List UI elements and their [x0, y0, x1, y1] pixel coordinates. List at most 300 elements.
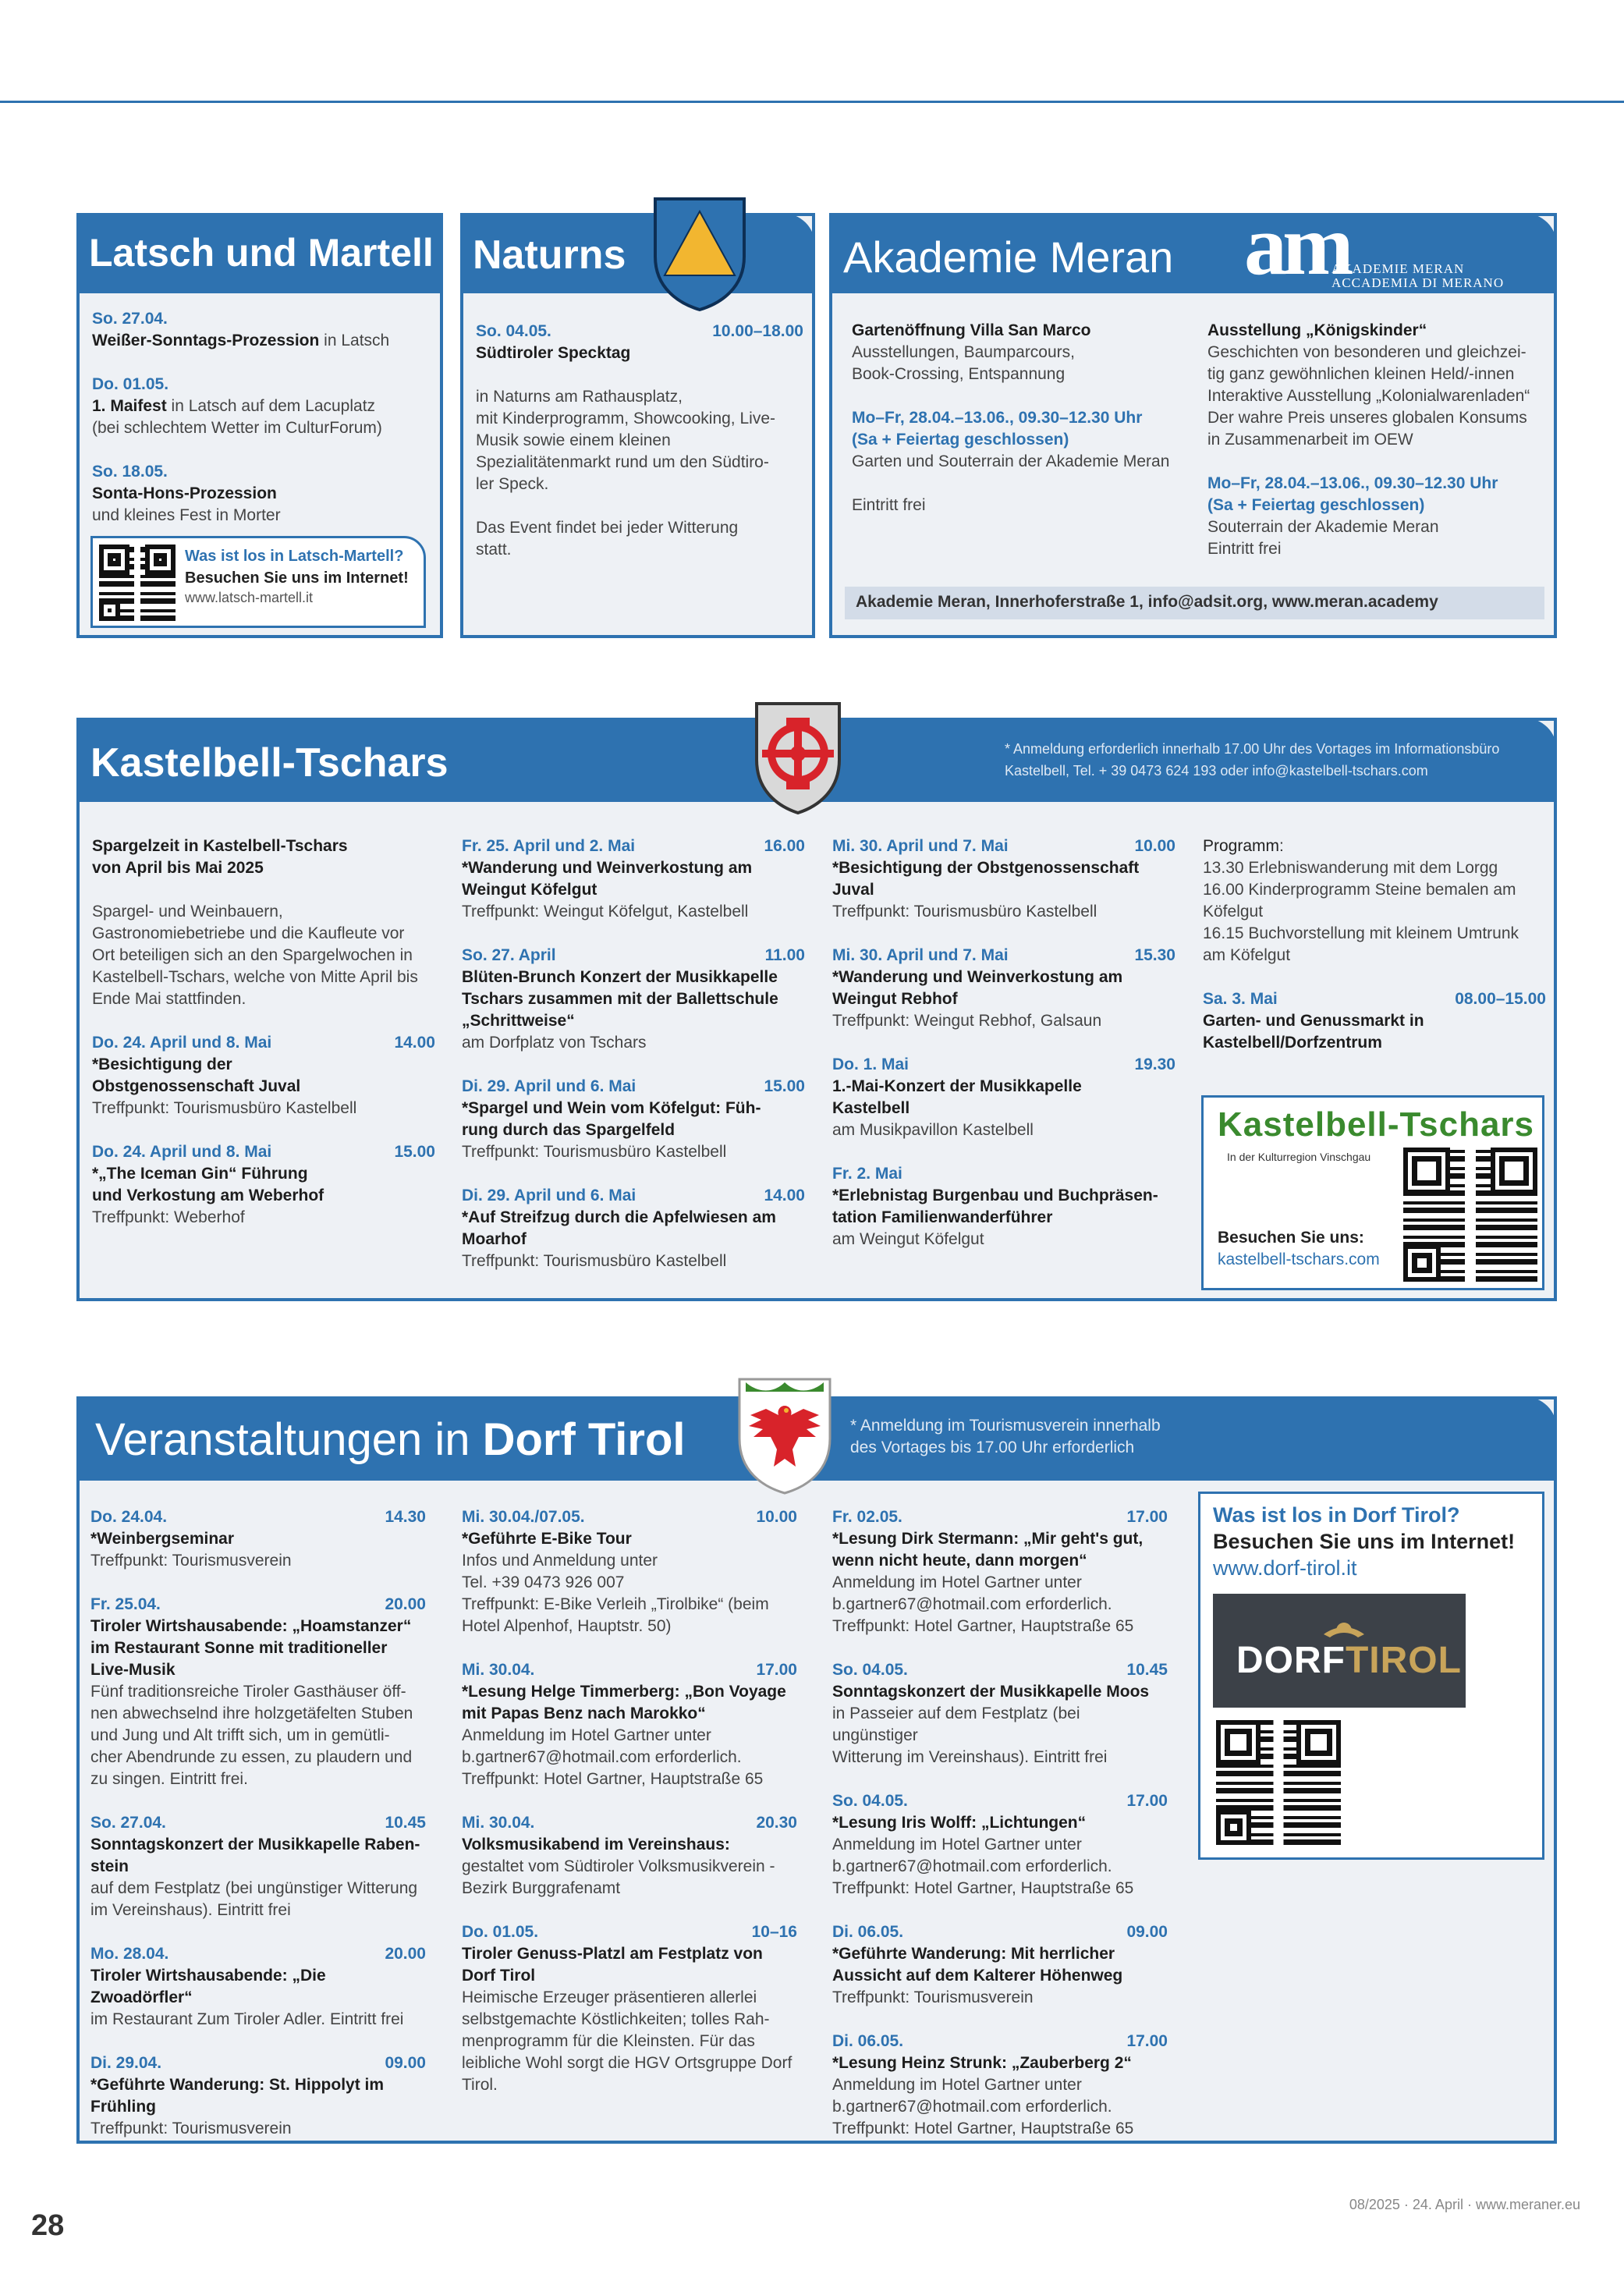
kastelbell-c2-date-row	[462, 835, 805, 857]
dorf-tirol-c3-text: Treffpunkt: Hotel Gartner, Hauptstraße 65	[832, 2120, 1134, 2137]
dorf-tirol-c1-event	[90, 1943, 426, 2031]
dorf-tirol-logo-a: DORF	[1236, 1640, 1346, 1681]
dorf-tirol-c1-title: *Weinbergseminar	[90, 1530, 235, 1548]
akademie-left-desc	[852, 342, 1195, 385]
kastelbell-c3-text: Treffpunkt: Tourismusbüro Kastelbell	[832, 903, 1097, 921]
kastelbell-intro-title	[92, 835, 435, 879]
dorf-tirol-c3-text: in Passeier auf dem Festplatz (bei ungünstiger	[832, 1705, 1080, 1744]
dorf-tirol-c1-title: Tiroler Wirtshausabende: „Hoamstanzer“	[90, 1617, 412, 1635]
dorf-tirol-c3-event	[832, 1659, 1168, 1768]
dorf-tirol-note	[850, 1415, 1318, 1459]
kastelbell-c2-text: Treffpunkt: Tourismusbüro Kastelbell	[462, 1252, 727, 1270]
kastelbell-c2-title: rung durch das Spargelfeld	[462, 1121, 675, 1139]
kastelbell-note	[1005, 738, 1551, 782]
akademie-logo-line1: AKADEMIE MERAN	[1331, 261, 1465, 276]
kastelbell-c3-title: Kastelbell	[832, 1099, 910, 1117]
dorf-tirol-c2-date: Mi. 30.04.	[462, 1814, 535, 1832]
kastelbell-c2-event	[462, 835, 805, 923]
akademie-right-desc-line: tig ganz gewöhnlichen kleinen Held/-innen	[1207, 365, 1515, 383]
kastelbell-c3-title: Weingut Rebhof	[832, 990, 958, 1008]
dorf-tirol-c2-date-row	[462, 1812, 797, 1834]
latsch-martell-promo[interactable]	[90, 536, 426, 628]
dorf-tirol-c2-date-row	[462, 1659, 797, 1681]
dorf-tirol-c2-event	[462, 1921, 797, 2096]
akademie-right-time-line: Mo–Fr, 28.04.–13.06., 09.30–12.30 Uhr	[1207, 474, 1498, 492]
dorf-tirol-c2-title: Volksmusikabend im Vereinshaus:	[462, 1836, 730, 1854]
dorf-tirol-c3-date: Di. 06.05.	[832, 2032, 904, 2050]
akademie-left-event	[852, 320, 1195, 516]
dorf-tirol-c2-text: Tel. +39 0473 926 007	[462, 1573, 625, 1591]
dorf-tirol-note-line: * Anmeldung im Tourismusverein innerhalb	[850, 1417, 1161, 1435]
kastelbell-c1-event	[92, 1032, 435, 1119]
dorf-tirol-c1-text: zu singen. Eintritt frei.	[90, 1770, 248, 1788]
dorf-tirol-c3-title: Aussicht auf dem Kalterer Höhenweg	[832, 1967, 1123, 1985]
kastelbell-c2-time: 16.00	[764, 837, 805, 855]
kastelbell-intro-text-line: Ort beteiligen sich an den Spargelwochen in	[92, 946, 413, 964]
naturns-box	[460, 213, 815, 638]
kastelbell-c3-date: Do. 1. Mai	[832, 1055, 910, 1073]
kastelbell-sa-title	[1203, 1010, 1546, 1054]
kastelbell-c1-title: *Besichtigung der	[92, 1055, 232, 1073]
kastelbell-c2-time: 14.00	[764, 1187, 805, 1204]
dorf-tirol-col2	[462, 1506, 797, 2118]
dorf-tirol-logo-text	[1236, 1639, 1462, 1682]
dorf-tirol-logo-hat-icon	[1321, 1617, 1367, 1639]
kastelbell-c3-title: *Wanderung und Weinverkostung am	[832, 968, 1123, 986]
latsch-event-date: Do. 01.05.	[92, 375, 169, 393]
kastelbell-c2-date: So. 27. April	[462, 946, 556, 964]
kastelbell-c3-date: Fr. 2. Mai	[832, 1165, 902, 1183]
kastelbell-c2-date: Di. 29. April und 6. Mai	[462, 1187, 636, 1204]
dorf-tirol-c2-text: Tirol.	[462, 2076, 498, 2094]
kastelbell-promo-sub: In der Kulturregion Vinschgau	[1227, 1151, 1371, 1163]
kastelbell-c1-text: Treffpunkt: Weberhof	[92, 1208, 245, 1226]
dorf-tirol-c2-text: Treffpunkt: E-Bike Verleih „Tirolbike“ (beim	[462, 1595, 769, 1613]
kastelbell-col3	[832, 835, 1175, 1272]
dorf-tirol-note-line: des Vortages bis 17.00 Uhr erforderlich	[850, 1438, 1135, 1456]
latsch-event-line	[92, 396, 435, 417]
kastelbell-programm-line: 16.00 Kinderprogramm Steine bemalen am	[1203, 881, 1516, 899]
dorf-tirol-title-bold: Dorf Tirol	[482, 1414, 686, 1465]
kastelbell-c3-event	[832, 1163, 1175, 1250]
kastelbell-c2-title: Tschars zusammen mit der Ballettschule	[462, 990, 778, 1008]
kastelbell-c1-title: Obstgenossenschaft Juval	[92, 1077, 301, 1095]
kastelbell-c2-event	[462, 1076, 805, 1163]
latsch-event-rest: in Latsch	[319, 332, 390, 349]
akademie-right-desc	[1207, 342, 1551, 451]
dorf-tirol-eagle-crest-icon	[735, 1375, 835, 1496]
dorf-tirol-c1-text: Treffpunkt: Tourismusverein	[90, 2120, 292, 2137]
dorf-tirol-c3-date: Di. 06.05.	[832, 1923, 904, 1941]
akademie-left-fee: Eintritt frei	[852, 496, 926, 514]
dorf-tirol-promo-question: Was ist los in Dorf Tirol?	[1213, 1503, 1460, 1527]
dorf-tirol-box	[76, 1396, 1557, 2144]
kastelbell-programm-row: Programm:	[1203, 837, 1284, 855]
dorf-tirol-c2-text: menprogramm für die Kleinsten. Für das	[462, 2032, 755, 2050]
dorf-tirol-c3-text: Anmeldung im Hotel Gartner unter	[832, 2076, 1082, 2094]
dorf-tirol-c1-text: cher Abendrunde zu essen, zu plaudern und	[90, 1748, 413, 1766]
akademie-meran-box	[829, 197, 1557, 638]
dorf-tirol-c2-event	[462, 1659, 797, 1790]
dorf-tirol-c3-event	[832, 2031, 1168, 2140]
dorf-tirol-c2-title: mit Papas Benz nach Marokko“	[462, 1705, 706, 1722]
latsch-event-date: So. 27.04.	[92, 310, 168, 328]
kastelbell-c3-event	[832, 1054, 1175, 1141]
dorf-tirol-c2-title: Dorf Tirol	[462, 1967, 536, 1985]
dorf-tirol-c2-text: Infos und Anmeldung unter	[462, 1552, 658, 1570]
dorf-tirol-c1-time: 20.00	[385, 1595, 426, 1613]
kastelbell-c1-title: und Verkostung am Weberhof	[92, 1187, 324, 1204]
naturns-note-line: statt.	[476, 541, 512, 559]
akademie-right-time-line: (Sa + Feiertag geschlossen)	[1207, 496, 1425, 514]
dorf-tirol-c3-time: 17.00	[1126, 1792, 1168, 1810]
kastelbell-c3-title: *Besichtigung der Obstgenossenschaft	[832, 859, 1140, 877]
naturns-desc-line: Spezialitätenmarkt rund um den Südtiro-	[476, 453, 769, 471]
kastelbell-box	[76, 718, 1557, 1301]
dorf-tirol-c1-text: auf dem Festplatz (bei ungünstiger Witterung	[90, 1879, 418, 1897]
latsch-event	[92, 461, 435, 527]
dorf-tirol-c3-title: *Lesung Iris Wolff: „Lichtungen“	[832, 1814, 1087, 1832]
akademie-right-place: Souterrain der Akademie Meran	[1207, 518, 1439, 536]
kastelbell-intro-text-line: Gastronomiebetriebe und die Kaufleute vor	[92, 924, 405, 942]
kastelbell-c3-title: 1.-Mai-Konzert der Musikkapelle	[832, 1077, 1082, 1095]
naturns-coat-of-arms-icon	[651, 194, 749, 313]
kastelbell-c1-text: Treffpunkt: Tourismusbüro Kastelbell	[92, 1099, 357, 1117]
kastelbell-c2-event	[462, 1185, 805, 1272]
dorf-tirol-c3-date: So. 04.05.	[832, 1661, 908, 1679]
latsch-event-title: Sonta-Hons-Prozession	[92, 484, 277, 502]
dorf-tirol-c3-time: 09.00	[1126, 1923, 1168, 1941]
dorf-tirol-c2-time: 20.30	[756, 1814, 797, 1832]
kastelbell-col1	[92, 835, 435, 1250]
akademie-left-desc-line: Book-Crossing, Entspannung	[852, 365, 1066, 383]
latsch-martell-header	[76, 213, 443, 293]
kastelbell-c2-date: Fr. 25. April und 2. Mai	[462, 837, 636, 855]
akademie-left-time-line: (Sa + Feiertag geschlossen)	[852, 431, 1069, 449]
dorf-tirol-c2-date-row	[462, 1921, 797, 1943]
kastelbell-c3-title: tation Familienwanderführer	[832, 1208, 1053, 1226]
kastelbell-c3-title: Juval	[832, 881, 874, 899]
akademie-meran-header	[829, 197, 1557, 293]
kastelbell-programm-line: Köfelgut	[1203, 903, 1264, 921]
akademie-right-fee: Eintritt frei	[1207, 540, 1282, 558]
dorf-tirol-c1-title: stein	[90, 1857, 129, 1875]
dorf-tirol-c1-date: So. 27.04.	[90, 1814, 166, 1832]
dorf-tirol-c2-date: Do. 01.05.	[462, 1923, 539, 1941]
dorf-tirol-c1-title: Sonntagskonzert der Musikkapelle Raben-	[90, 1836, 420, 1854]
akademie-left-place: Garten und Souterrain der Akademie Meran	[852, 452, 1170, 470]
kastelbell-c2-title: *Spargel und Wein vom Köfelgut: Füh-	[462, 1099, 761, 1117]
kastelbell-c2-text: Treffpunkt: Tourismusbüro Kastelbell	[462, 1143, 727, 1161]
dorf-tirol-c3-date-row	[832, 1506, 1168, 1528]
kastelbell-c3-event	[832, 945, 1175, 1032]
akademie-left-time	[852, 407, 1195, 451]
dorf-tirol-promo-url[interactable]: www.dorf-tirol.it	[1213, 1556, 1357, 1580]
dorf-tirol-col1	[90, 1506, 426, 2162]
kastelbell-c2-event	[462, 945, 805, 1054]
latsch-martell-title: Latsch und Martell	[89, 231, 434, 275]
dorf-tirol-c3-text: b.gartner67@hotmail.com erforderlich.	[832, 1857, 1112, 1875]
akademie-right-desc-line: in Zusammenarbeit im OEW	[1207, 431, 1413, 449]
dorf-tirol-c2-text: Treffpunkt: Hotel Gartner, Hauptstraße 65	[462, 1770, 764, 1788]
akademie-right-title: Ausstellung „Königskinder“	[1207, 321, 1427, 339]
dorf-tirol-c1-date-row	[90, 1594, 426, 1616]
dorf-tirol-c3-time: 17.00	[1126, 1508, 1168, 1526]
kastelbell-c2-date-row	[462, 945, 805, 967]
latsch-martell-box	[76, 213, 443, 638]
dorf-tirol-c1-title: Frühling	[90, 2098, 156, 2116]
kastelbell-programm-line: 13.30 Erlebniswanderung mit dem Lorgg	[1203, 859, 1498, 877]
kastelbell-qr-code[interactable]	[1403, 1148, 1537, 1282]
akademie-left-title: Gartenöffnung Villa San Marco	[852, 321, 1091, 339]
dorf-tirol-c3-date-row	[832, 1659, 1168, 1681]
kastelbell-c2-title: *Auf Streifzug durch die Apfelwiesen am	[462, 1208, 776, 1226]
kastelbell-c2-title: *Wanderung und Weinverkostung am	[462, 859, 753, 877]
dorf-tirol-c1-title: Live-Musik	[90, 1661, 176, 1679]
dorf-tirol-logo	[1213, 1594, 1466, 1708]
dorf-tirol-c3-title: Sonntagskonzert der Musikkapelle Moos	[832, 1683, 1150, 1701]
latsch-event-line2: (bei schlechtem Wetter im CulturForum)	[92, 419, 382, 437]
kastelbell-title: Kastelbell-Tschars	[90, 740, 449, 786]
naturns-desc-line: mit Kinderprogramm, Showcooking, Live-	[476, 410, 775, 427]
naturns-date: So. 04.05.	[476, 322, 551, 340]
naturns-desc-line: Musik sowie einem kleinen	[476, 431, 671, 449]
kastelbell-c1-title: *„The Iceman Gin“ Führung	[92, 1165, 308, 1183]
dorf-tirol-c2-date: Mi. 30.04.	[462, 1661, 535, 1679]
dorf-tirol-qr-code[interactable]	[1216, 1720, 1341, 1845]
akademie-right-desc-line: Interaktive Ausstellung „Kolonialwarenladen“	[1207, 387, 1530, 405]
kastelbell-programm-line: 16.15 Buchvorstellung mit kleinem Umtrunk	[1203, 924, 1519, 942]
dorf-tirol-c1-event	[90, 1594, 426, 1790]
akademie-left-desc-line: Ausstellungen, Baumparcours,	[852, 343, 1075, 361]
dorf-tirol-c1-time: 10.45	[385, 1814, 426, 1832]
dorf-tirol-promo[interactable]	[1198, 1492, 1544, 1860]
naturns-title: Naturns	[473, 232, 626, 278]
kastelbell-sa-title-line: Garten- und Genussmarkt in	[1203, 1012, 1424, 1030]
dorf-tirol-c3-event	[832, 1506, 1168, 1637]
dorf-tirol-c3-text: Anmeldung im Hotel Gartner unter	[832, 1573, 1082, 1591]
dorf-tirol-c2-time: 17.00	[756, 1661, 797, 1679]
naturns-date-row	[476, 321, 803, 342]
dorf-tirol-c3-text: b.gartner67@hotmail.com erforderlich.	[832, 1595, 1112, 1613]
dorf-tirol-c1-text: im Restaurant Zum Tiroler Adler. Eintritt frei	[90, 2010, 404, 2028]
dorf-tirol-c1-date-row	[90, 2052, 426, 2074]
kastelbell-c1-time: 15.00	[394, 1143, 435, 1161]
latsch-event-line2: und kleines Fest in Morter	[92, 506, 281, 524]
latsch-promo-url[interactable]: www.latsch-martell.it	[185, 590, 314, 605]
kastelbell-col1-entries	[92, 1032, 435, 1229]
dorf-tirol-logo-b: TIROL	[1345, 1640, 1462, 1681]
dorf-tirol-c3-date-row	[832, 2031, 1168, 2052]
dorf-tirol-c2-text: gestaltet vom Südtiroler Volksmusikverein -	[462, 1857, 775, 1875]
kastelbell-c2-date-row	[462, 1076, 805, 1098]
footer-issue-info: 08/2025 · 24. April · www.meraner.eu	[1349, 2197, 1580, 2212]
dorf-tirol-c2-text: leibliche Wohl sorgt die HGV Ortsgruppe Dorf	[462, 2054, 792, 2072]
kastelbell-promo-url[interactable]: kastelbell-tschars.com	[1218, 1250, 1380, 1268]
dorf-tirol-c3-text: Treffpunkt: Hotel Gartner, Hauptstraße 65	[832, 1879, 1134, 1897]
dorf-tirol-c2-text: b.gartner67@hotmail.com erforderlich.	[462, 1748, 742, 1766]
kastelbell-c1-date-row	[92, 1032, 435, 1054]
kastelbell-programm-lines	[1203, 857, 1546, 967]
naturns-note	[476, 517, 803, 561]
dorf-tirol-c1-time: 20.00	[385, 1945, 426, 1963]
kastelbell-c3-date-row	[832, 1054, 1175, 1076]
kastelbell-c3-date-row	[832, 945, 1175, 967]
dorf-tirol-c3-text: Treffpunkt: Tourismusverein	[832, 1988, 1034, 2006]
akademie-right-desc-line: Der wahre Preis unseres globalen Konsums	[1207, 409, 1527, 427]
kastelbell-promo-logo: Kastelbell-Tschars	[1218, 1105, 1535, 1144]
naturns-event-title: Südtiroler Specktag	[476, 344, 631, 362]
kastelbell-c3-date: Mi. 30. April und 7. Mai	[832, 946, 1009, 964]
akademie-footer-bar	[845, 587, 1544, 619]
dorf-tirol-c3-title: *Lesung Dirk Stermann: „Mir geht's gut,	[832, 1530, 1144, 1548]
dorf-tirol-c1-date: Mo. 28.04.	[90, 1945, 169, 1963]
dorf-tirol-c2-text: Hotel Alpenhof, Hauptstr. 50)	[462, 1617, 672, 1635]
kastelbell-col2	[462, 835, 805, 1294]
akademie-right-time	[1207, 473, 1551, 516]
dorf-tirol-c2-text: selbstgemachte Köstlichkeiten; tolles Rah-	[462, 2010, 770, 2028]
dorf-tirol-c3-title: wenn nicht heute, dann morgen“	[832, 1552, 1087, 1570]
dorf-tirol-c3-date: Fr. 02.05.	[832, 1508, 902, 1526]
akademie-logo-mark: am	[1244, 197, 1349, 293]
kastelbell-programm-line: am Köfelgut	[1203, 946, 1291, 964]
dorf-tirol-c1-time: 09.00	[385, 2054, 426, 2072]
dorf-tirol-title-pre: Veranstaltungen in	[95, 1414, 483, 1465]
dorf-tirol-promo-visit: Besuchen Sie uns im Internet!	[1213, 1530, 1516, 1553]
naturns-event	[476, 321, 803, 561]
kastelbell-c2-text: am Dorfplatz von Tschars	[462, 1034, 647, 1052]
dorf-tirol-c2-event	[462, 1812, 797, 1900]
dorf-tirol-c1-text: Fünf traditionsreiche Tiroler Gasthäuser öff-	[90, 1683, 406, 1701]
latsch-qr-code[interactable]	[99, 545, 176, 621]
dorf-tirol-c3-date-row	[832, 1790, 1168, 1812]
akademie-logo	[1244, 197, 1541, 293]
akademie-right-event	[1207, 320, 1551, 560]
kastelbell-sa-date-row	[1203, 988, 1546, 1010]
kastelbell-intro-text-line: Spargel- und Weinbauern,	[92, 903, 283, 921]
dorf-tirol-c1-event	[90, 1812, 426, 1921]
latsch-martell-events	[92, 308, 435, 548]
dorf-tirol-c3-date: So. 04.05.	[832, 1792, 908, 1810]
akademie-logo-line2: ACCADEMIA DI MERANO	[1331, 275, 1505, 290]
kastelbell-c3-text: am Weingut Köfelgut	[832, 1230, 984, 1248]
kastelbell-sa-title-line: Kastelbell/Dorfzentrum	[1203, 1034, 1382, 1052]
dorf-tirol-c1-time: 14.30	[385, 1508, 426, 1526]
dorf-tirol-c1-title: im Restaurant Sonne mit traditioneller	[90, 1639, 388, 1657]
dorf-tirol-c2-title: Tiroler Genuss-Platzl am Festplatz von	[462, 1945, 763, 1963]
kastelbell-c2-date: Di. 29. April und 6. Mai	[462, 1077, 636, 1095]
dorf-tirol-c2-title: *Geführte E-Bike Tour	[462, 1530, 632, 1548]
latsch-event-rest: in Latsch auf dem Lacuplatz	[166, 397, 376, 415]
kastelbell-c3-date: Mi. 30. April und 7. Mai	[832, 837, 1009, 855]
kastelbell-c2-title: Weingut Köfelgut	[462, 881, 597, 899]
latsch-event-date: So. 18.05.	[92, 463, 168, 481]
kastelbell-c3-date-row	[832, 1163, 1175, 1185]
dorf-tirol-c3-text: Witterung im Vereinshaus). Eintritt frei	[832, 1748, 1108, 1766]
akademie-meran-title: Akademie Meran	[843, 232, 1174, 282]
kastelbell-c2-date-row	[462, 1185, 805, 1207]
latsch-event	[92, 308, 435, 352]
naturns-time: 10.00–18.00	[712, 322, 803, 340]
latsch-promo-visit: Besuchen Sie uns im Internet!	[185, 569, 409, 587]
dorf-tirol-c1-text: und Jung und Alt trifft sich, um in gemütli-	[90, 1726, 390, 1744]
dorf-tirol-c2-text: Bezirk Burggrafenamt	[462, 1879, 621, 1897]
dorf-tirol-c2-text: Heimische Erzeuger präsentieren allerlei	[462, 1988, 757, 2006]
dorf-tirol-c1-event	[90, 1506, 426, 1572]
dorf-tirol-c3-text: Treffpunkt: Hotel Gartner, Hauptstraße 65	[832, 1617, 1134, 1635]
akademie-footer-text[interactable]: Akademie Meran, Innerhoferstraße 1, info@adsit.org, www.meran.academy	[856, 593, 1438, 611]
latsch-event-title: Weißer-Sonntags-Prozession	[92, 332, 320, 349]
dorf-tirol-c2-time: 10–16	[751, 1923, 797, 1941]
dorf-tirol-c1-date-row	[90, 1812, 426, 1834]
latsch-promo-question: Was ist los in Latsch-Martell?	[185, 548, 404, 565]
kastelbell-note-line: * Anmeldung erforderlich innerhalb 17.00 Uhr des Vortages im Informationsbüro	[1005, 741, 1500, 757]
dorf-tirol-c3-time: 10.45	[1126, 1661, 1168, 1679]
kastelbell-c3-event	[832, 835, 1175, 923]
latsch-event-line	[92, 330, 435, 352]
kastelbell-sa-time: 08.00–15.00	[1455, 990, 1546, 1008]
dorf-tirol-c1-text: Treffpunkt: Tourismusverein	[90, 1552, 292, 1570]
latsch-event	[92, 374, 435, 439]
kastelbell-intro-title-line: Spargelzeit in Kastelbell-Tschars	[92, 837, 348, 855]
kastelbell-c1-date-row	[92, 1141, 435, 1163]
kastelbell-c2-time: 15.00	[764, 1077, 805, 1095]
dorf-tirol-c2-text: Anmeldung im Hotel Gartner unter	[462, 1726, 711, 1744]
latsch-event-line	[92, 483, 435, 505]
naturns-description	[476, 386, 803, 495]
page-number: 28	[31, 2209, 65, 2242]
kastelbell-programm-label: Programm	[1203, 837, 1280, 855]
kastelbell-intro-text	[92, 901, 435, 1010]
naturns-note-line: Das Event findet bei jeder Witterung	[476, 519, 739, 537]
dorf-tirol-c1-date-row	[90, 1943, 426, 1965]
kastelbell-promo[interactable]	[1201, 1095, 1544, 1290]
kastelbell-c1-event	[92, 1141, 435, 1229]
dorf-tirol-c3-text: b.gartner67@hotmail.com erforderlich.	[832, 2098, 1112, 2116]
kastelbell-promo-visit: Besuchen Sie uns:	[1218, 1229, 1364, 1247]
kastelbell-c3-time: 19.30	[1134, 1055, 1175, 1073]
dorf-tirol-c3-title: *Geführte Wanderung: Mit herrlicher	[832, 1945, 1115, 1963]
dorf-tirol-c1-date: Fr. 25.04.	[90, 1595, 161, 1613]
kastelbell-c3-text: am Musikpavillon Kastelbell	[832, 1121, 1034, 1139]
dorf-tirol-col3	[832, 1506, 1168, 2162]
akademie-left-time-line: Mo–Fr, 28.04.–13.06., 09.30–12.30 Uhr	[852, 409, 1143, 427]
kastelbell-c3-title: *Erlebnistag Burgenbau und Buchpräsen-	[832, 1187, 1158, 1204]
dorf-tirol-c3-text: Anmeldung im Hotel Gartner unter	[832, 1836, 1082, 1854]
kastelbell-intro-title-line: von April bis Mai 2025	[92, 859, 264, 877]
dorf-tirol-c2-title: *Lesung Helge Timmerberg: „Bon Voyage	[462, 1683, 786, 1701]
kastelbell-c3-time: 15.30	[1134, 946, 1175, 964]
kastelbell-c1-date: Do. 24. April und 8. Mai	[92, 1034, 272, 1052]
dorf-tirol-c3-time: 17.00	[1126, 2032, 1168, 2050]
top-rule	[0, 101, 1624, 103]
kastelbell-c2-title: Blüten-Brunch Konzert der Musikkapelle	[462, 968, 778, 986]
dorf-tirol-c2-event	[462, 1506, 797, 1637]
dorf-tirol-c1-title: Tiroler Wirtshausabende: „Die Zwoadörfler“	[90, 1967, 326, 2006]
kastelbell-intro-text-line: Ende Mai stattfinden.	[92, 990, 246, 1008]
dorf-tirol-c2-date-row	[462, 1506, 797, 1528]
dorf-tirol-c1-date-row	[90, 1506, 426, 1528]
akademie-right-desc-line: Geschichten von besonderen und gleichzei-	[1207, 343, 1526, 361]
kastelbell-c2-title: „Schrittweise“	[462, 1012, 575, 1030]
kastelbell-c1-date: Do. 24. April und 8. Mai	[92, 1143, 272, 1161]
dorf-tirol-title	[95, 1414, 686, 1466]
dorf-tirol-c3-title: *Lesung Heinz Strunk: „Zauberberg 2“	[832, 2054, 1132, 2072]
dorf-tirol-c3-event	[832, 1921, 1168, 2009]
dorf-tirol-c3-date-row	[832, 1921, 1168, 1943]
kastelbell-c3-date-row	[832, 835, 1175, 857]
kastelbell-intro-text-line: Kastelbell-Tschars, welche von Mitte April bis	[92, 968, 418, 986]
